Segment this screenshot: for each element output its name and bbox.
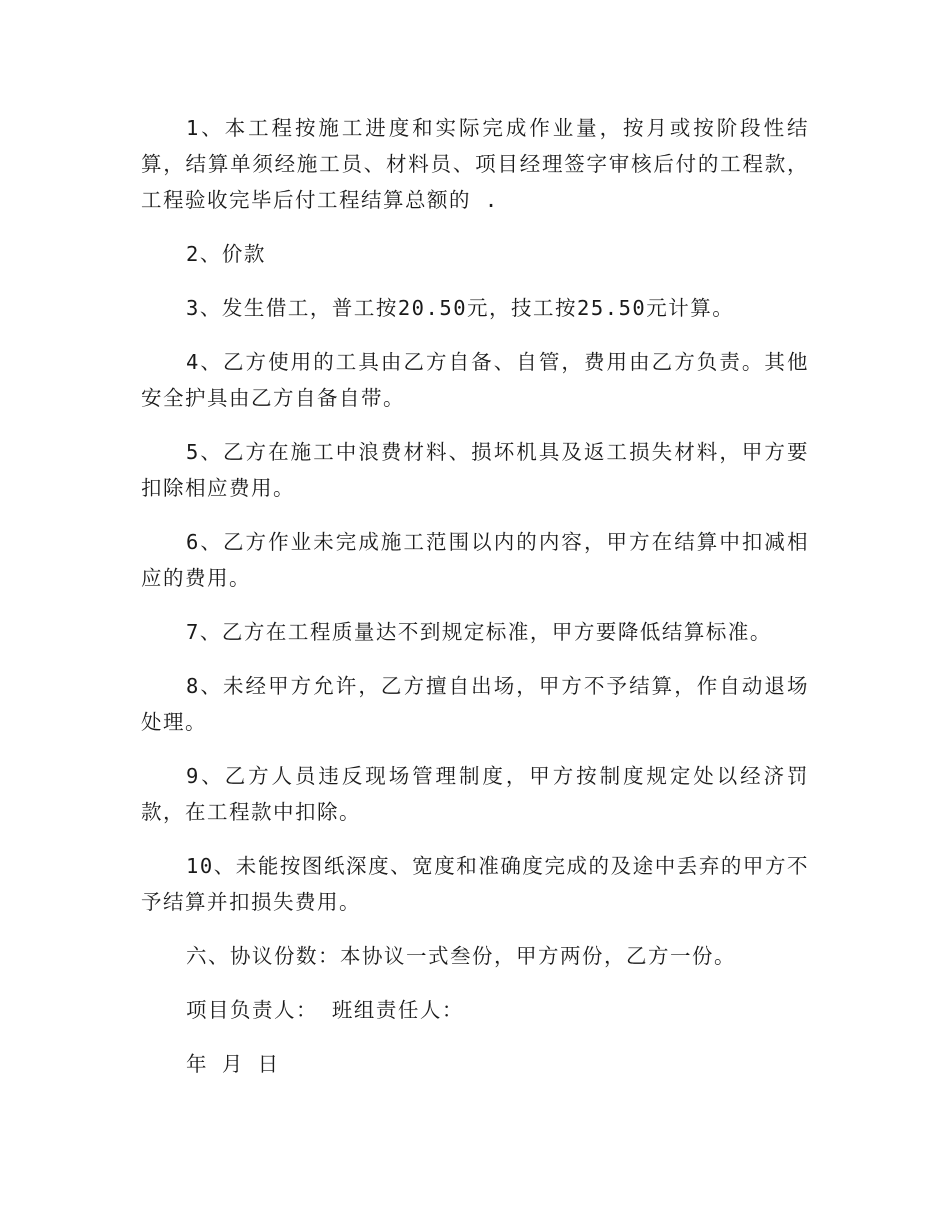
paragraph-7: 7、乙方在工程质量达不到规定标准，甲方要降低结算标准。	[186, 620, 772, 644]
document-body	[141, 110, 809, 1100]
agreement-copies-clause: 六、协议份数：本协议一式叁份，甲方两份，乙方一份。	[186, 944, 736, 968]
paragraph-9: 9、乙方人员违反现场管理制度，甲方按制度规定处以经济罚款，在工程款中扣除。	[141, 764, 809, 824]
paragraph-4: 4、乙方使用的工具由乙方自备、自管，费用由乙方负责。其他安全护具由乙方自备自带。	[141, 350, 809, 410]
paragraph-1: 1、本工程按施工进度和实际完成作业量，按月或按阶段性结算，结算单须经施工员、材料员、项目经理签字审核后付的工程款，工程验收完毕后付工程结算总额的 .	[141, 116, 809, 212]
paragraph-2: 2、价款	[186, 242, 266, 266]
signature-line: 项目负责人： 班组责任人：	[186, 998, 464, 1022]
paragraph-10: 10、未能按图纸深度、宽度和准确度完成的及途中丢弃的甲方不予结算并扣损失费用。	[141, 854, 809, 914]
paragraph-8: 8、未经甲方允许，乙方擅自出场，甲方不予结算，作自动退场处理。	[141, 674, 809, 734]
paragraph-6: 6、乙方作业未完成施工范围以内的内容，甲方在结算中扣减相应的费用。	[141, 530, 809, 590]
paragraph-3: 3、发生借工，普工按20.50元，技工按25.50元计算。	[186, 296, 735, 320]
paragraph-5: 5、乙方在施工中浪费材料、损坏机具及返工损失材料，甲方要扣除相应费用。	[141, 440, 809, 500]
date-line: 年 月 日	[186, 1052, 280, 1076]
